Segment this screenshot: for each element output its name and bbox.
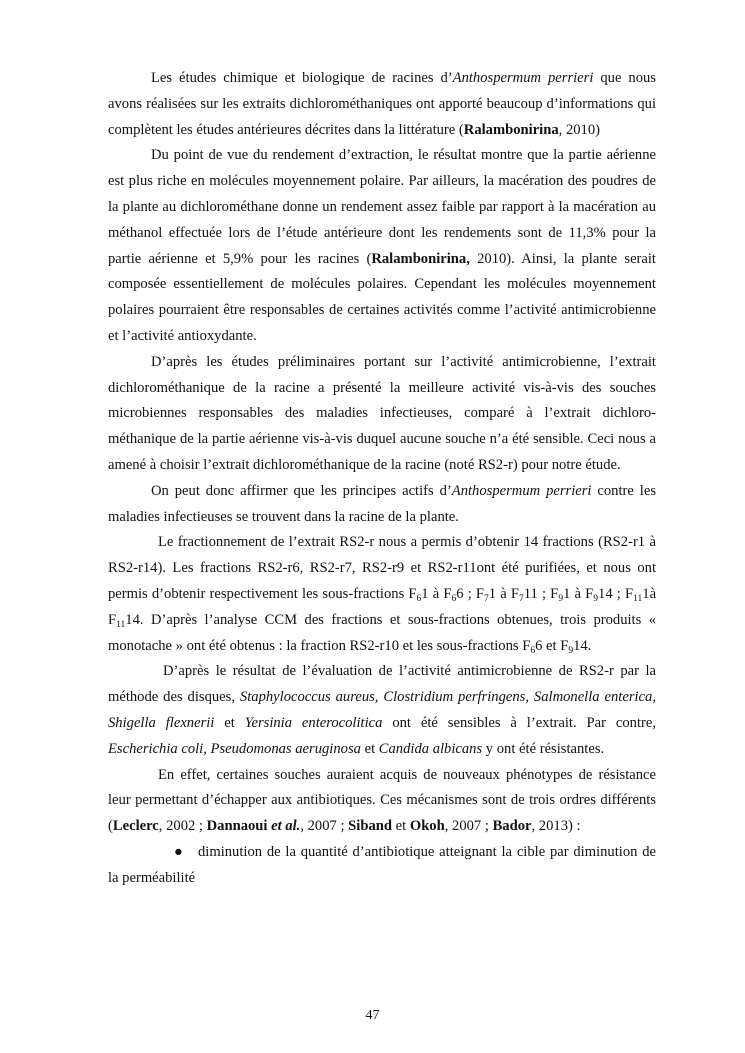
species-names: Staphylococcus aureus, Clostridium perfringens, Salmonella enterica, Shigella flexnerii bbox=[108, 689, 656, 731]
citation-author: Dannaoui bbox=[206, 818, 268, 835]
citation-author: Leclerc bbox=[112, 818, 159, 835]
paragraph-6: D’après le résultat de l’évaluation de l’activité antimicrobienne de RS2-r par la méthode des disques, Staphylococcus aureus, Clostridium perfringens, Salmonella enterica, Shigella flexnerii et Yersinia enterocolitica ont été sensibles à l’extrait. Par contre, Escherichia coli, Pseudomonas aeruginosa et Candida albicans y ont été résistantes. bbox=[108, 663, 656, 757]
page-number: 47 bbox=[365, 1008, 380, 1023]
paragraph-1: Les études chimique et biologique de racines d’Anthospermum perrieri que nous avons réalisées sur les extraits dichlorométhaniques ont apporté beaucoup d’informations qui complètent les études antérieures décrites dans la littérature (Ralambonirina, 2010) bbox=[108, 70, 656, 138]
species-name: Anthospermum perrieri bbox=[452, 70, 594, 86]
paragraph-5: Le fractionnement de l’extrait RS2-r nous a permis d’obtenir 14 fractions (RS2-r1 à RS2-r14). Les fractions RS2-r6, RS2-r7, RS2-r9 et RS2-r11ont été purifiées, et nous ont permis d’obtenir respectivement les sous-fractions $F_61$ à $F_66$ ; $F_71$ à $F_711$ ; $F_91$ à $F_914$ ; $F_{11}1à$ $F_{11}14$. D’après l’analyse CCM des fractions et sous-fractions obtenues, trois produits « monotache » ont été obtenus : la fraction RS2-r10 et les sous-fractions $F_66$ et $F_914$. bbox=[108, 534, 657, 656]
citation-author: Okoh bbox=[409, 818, 445, 835]
paragraph-3: D’après les études préliminaires portant sur l’activité antimicrobienne, l’extrait dichlorométhanique de la racine a présenté la meilleure activité vis-à-vis des souches microbiennes responsables des maladies infectieuses, comparé à l’extrait dichloro-méthanique de la partie aérienne vis-à-vis duquel aucune souche n’a été sensible. Ceci nous a amené à choisir l’extrait dichlorométhanique de la racine (noté RS2-r) pour notre étude. bbox=[108, 353, 656, 473]
species-names: Escherichia coli, Pseudomonas aeruginosa bbox=[108, 740, 361, 757]
paragraph-7: En effet, certaines souches auraient acquis de nouveaux phénotypes de résistance leur permettant d’échapper aux antibiotiques. Ces mécanismes sont de trois ordres différents (Leclerc, 2002 ; Dannaoui et al., 2007 ; Siband et Okoh, 2007 ; Bador, 2013) : bbox=[108, 766, 656, 835]
citation-author: Bador bbox=[492, 818, 532, 835]
citation-author: Siband bbox=[348, 818, 392, 835]
species-name: Candida albicans bbox=[378, 740, 483, 757]
paragraph-2: Du point de vue du rendement d’extraction, le résultat montre que la partie aérienne est plus riche en molécules moyennement polaire. Par ailleurs, la macération des poudres de la plante au dichlorométhane donne un rendement assez faible par rapport à la macération au méthanol effectuée lors de l’étude antérieure dont les rendements sont de 11,3% pour la partie aérienne et 5,9% pour les racines (Ralambonirina, 2010). Ainsi, la plante serait composée essentiellement de molécules polaires. Cependant les molécules moyennement polaires pourraient être responsables de certaines activités comme l’activité antimicrobienne et l’activité antioxydante. bbox=[108, 147, 656, 344]
bullet-item bbox=[108, 840, 656, 892]
species-name: Yersinia enterocolitica bbox=[244, 714, 383, 731]
citation-author: Ralambonirina, bbox=[371, 250, 470, 267]
bullet-text: diminution de la quantité d’antibiotique atteignant la cible par diminution de la perméabilité bbox=[108, 843, 656, 886]
paragraph-4: On peut donc affirmer que les principes actifs d’Anthospermum perrieri contre les maladies infectieuses se trouvent dans la racine de la plante. bbox=[108, 482, 657, 525]
citation-author: Ralambonirina bbox=[463, 121, 559, 138]
species-name: Anthospermum perrieri bbox=[451, 482, 592, 499]
body-text bbox=[108, 66, 656, 892]
bullet-dot-icon: ● bbox=[174, 843, 183, 860]
